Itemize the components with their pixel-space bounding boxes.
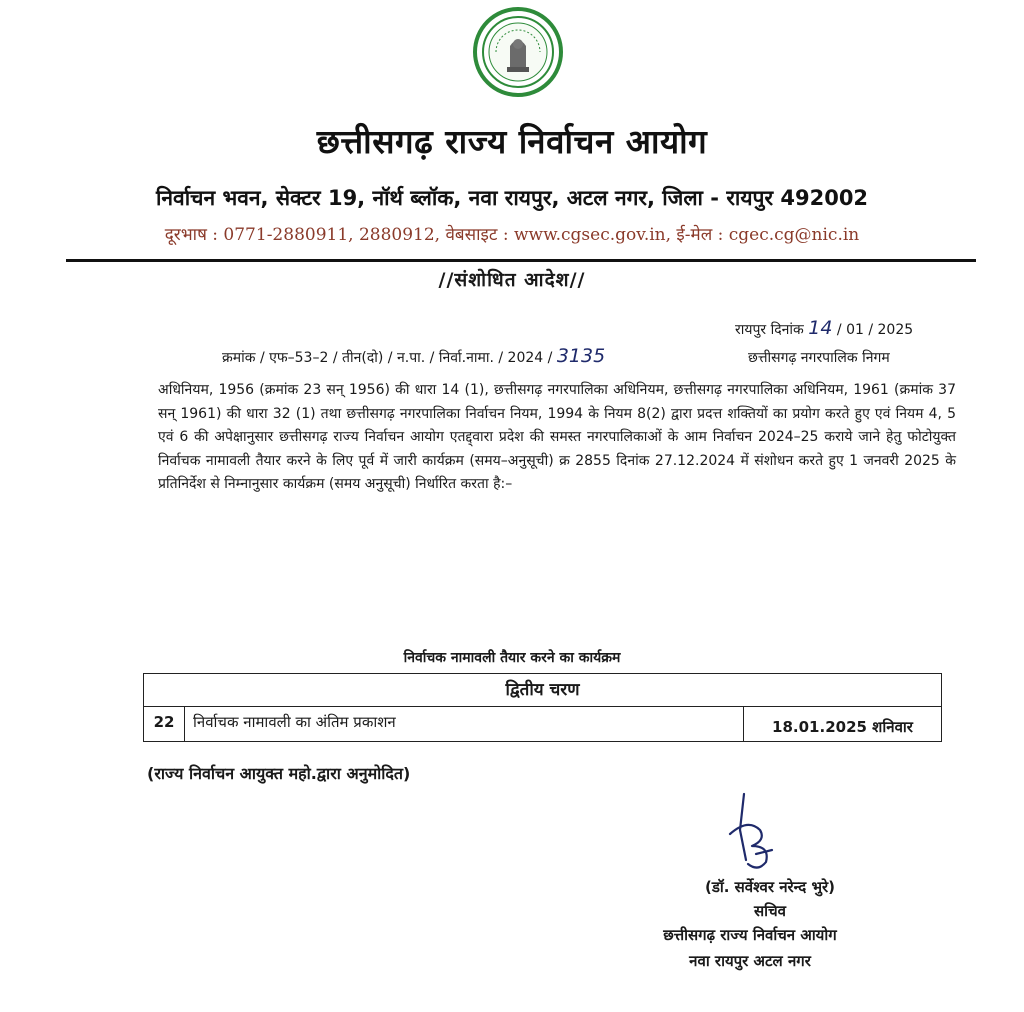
date-day-handwritten: 14 [808,317,833,339]
letterhead-title: छत्तीसगढ़ राज्य निर्वाचन आयोग [316,122,708,161]
schedule-title: निर्वाचक नामावली तैयार करने का कार्यक्रम [403,650,621,666]
row-date: 18.01.2025 शनिवार [772,718,913,736]
reference-tail: छत्तीसगढ़ नगरपालिक निगम [748,350,890,366]
signatory-designation: सचिव [754,902,786,920]
letterhead-address: निर्वाचन भवन, सेक्टर 19, नॉर्थ ब्लॉक, नवा रायपुर, अटल नगर, जिला - रायपुर 492002 [155,186,869,210]
order-body: अधिनियम, 1956 (क्रमांक 23 सन् 1956) की धारा 14 (1), छत्तीसगढ़ नगरपालिका अधिनियम, छत्तीसगढ़ नगरपालिका अधिनियम, 1961 (क्रमांक 37 सन् 1961) की धारा 32 (1) तथा छत्तीसगढ़ नगरपालिका निर्वाचन नियम, 1994 के नियम 8(2) द्वारा प्रदत्त शक्तियों का प्रयोग करते हुए एवं नियम 4, 5 एवं 6 की अपेक्षानुसार छत्तीसगढ़ राज्य निर्वाचन आयोग एतद्द्वारा प्रदेश की समस्त नगरपालिकाओं के आम निर्वाचन 2024–25 कराये जाने हेतु फोटोयुक्त निर्वाचक नामावली तैयार करने के लिए पूर्व में जारी कार्यक्रम (समय–अनुसूची) क्र 2855 दिनांक 27.12.2024 में संशोधन करते हुए 1 जनवरी 2025 के प्रतिनिर्देश से निम्नानुसार कार्यक्रम (समय अनुसूची) निर्धारित करता है:– [158,382,956,493]
state-election-commission-seal-icon [472,6,564,98]
approval-note: (राज्य निर्वाचन आयुक्त महो.द्वारा अनुमोदित) [147,764,411,783]
order-date [735,317,913,339]
date-prefix: रायपुर दिनांक [735,322,804,338]
order-reference [222,345,605,367]
signatory-name: (डॉ. सर्वेश्वर नरेन्द भुरे) [704,878,836,896]
schedule-phase: द्वितीय चरण [144,674,941,707]
letterhead-contact: दूरभाष : 0771-2880911, 2880912, वेबसाइट : www.cgsec.gov.in, ई-मेल : cgec.cg@nic.in [164,225,860,245]
signatory-city: नवा रायपुर अटल नगर [689,952,811,970]
signatory-organization: छत्तीसगढ़ राज्य निर्वाचन आयोग [663,926,837,944]
row-activity: निर्वाचक नामावली का अंतिम प्रकाशन [185,707,744,741]
order-heading: //संशोधित आदेश// [438,269,586,291]
reference-handwritten: 3135 [556,345,606,367]
header-divider [66,259,976,262]
reference-number: क्रमांक / एफ–53–2 / तीन(दो) / न.पा. / निर्वा.नामा. / 2024 / [222,350,553,366]
schedule-table [143,673,942,742]
row-number: 22 [144,707,185,741]
date-rest: / 01 / 2025 [836,322,914,338]
table-row [144,707,941,741]
signature-icon [700,790,810,880]
